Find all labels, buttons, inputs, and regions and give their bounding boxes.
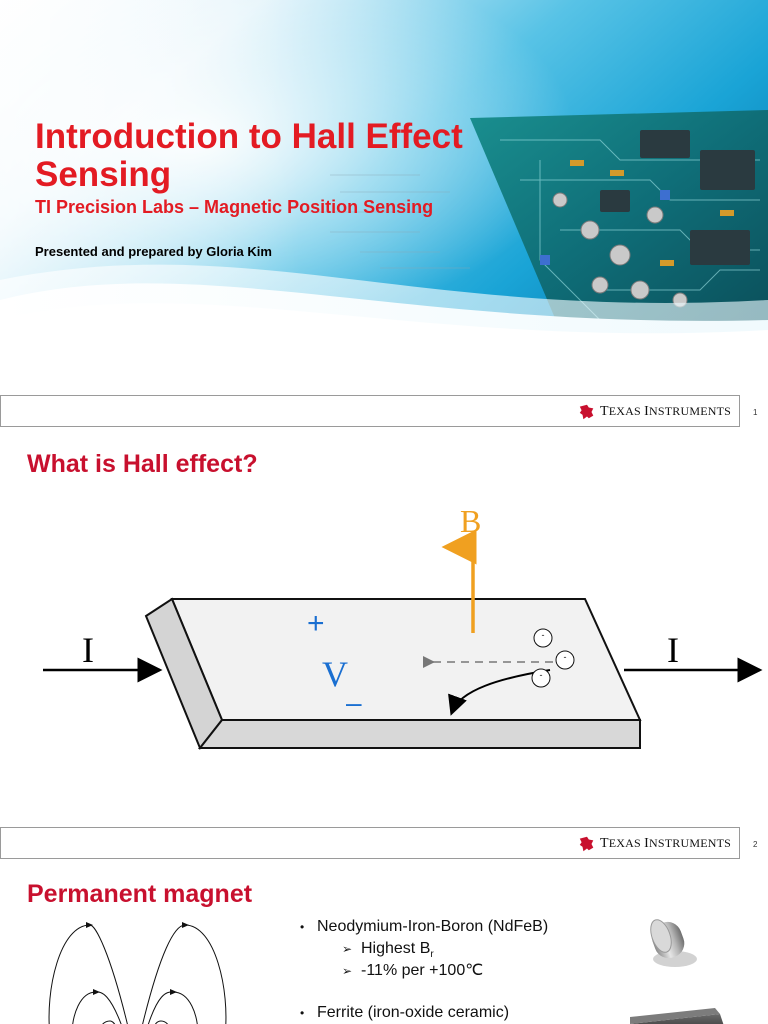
arrow-bullet-icon: ➢	[342, 942, 353, 956]
list-item	[300, 1002, 548, 1024]
arrow-bullet-icon: ➢	[342, 964, 353, 978]
page-number: 2	[753, 840, 758, 849]
ti-state-icon	[578, 835, 596, 853]
ndfeb-disc-magnet-image	[647, 917, 697, 967]
plus-label: +	[307, 607, 325, 640]
list-item-label: Ferrite (iron-oxide ceramic)	[317, 1004, 510, 1021]
magnet-photos	[625, 914, 725, 1024]
footer-bar	[0, 395, 740, 427]
permanent-magnet-slide	[0, 862, 768, 1024]
ferrite-block-magnet-image	[630, 1008, 725, 1024]
minus-label: –	[346, 687, 362, 718]
sub-list-item	[300, 938, 548, 960]
list-item	[300, 916, 548, 938]
ti-logo	[578, 402, 731, 422]
electron-label: -	[541, 630, 545, 640]
sub-list-item	[300, 960, 548, 982]
sub-item-subscript: r	[430, 949, 434, 961]
electron-label: -	[563, 652, 567, 662]
electron-label: -	[539, 670, 543, 680]
ti-wordmark: TEXAS INSTRUMENTS	[600, 404, 731, 419]
slide-title: What is Hall effect?	[27, 450, 258, 478]
current-in-label: I	[82, 630, 94, 670]
title-slide	[0, 0, 768, 395]
bullet-glyph: •	[300, 1006, 305, 1020]
sub-item-text: -11% per +100℃	[361, 962, 484, 979]
sub-item-text: Highest B	[361, 940, 431, 957]
field-label: B	[460, 503, 482, 539]
footer-bar	[0, 827, 740, 859]
ti-wordmark: TEXAS INSTRUMENTS	[600, 836, 731, 851]
magnet-types-list	[300, 916, 548, 1024]
list-item-label: Neodymium-Iron-Boron (NdFeB)	[317, 918, 549, 935]
voltage-label: V	[322, 654, 348, 694]
presenter-line: Presented and prepared by Gloria Kim	[35, 244, 272, 259]
slide-subtitle: TI Precision Labs – Magnetic Position Sensing	[35, 197, 434, 217]
page-number: 1	[753, 408, 758, 417]
slab-front-face	[200, 720, 640, 748]
bullet-glyph: •	[300, 920, 305, 934]
hall-effect-diagram	[0, 490, 768, 810]
slide-title: Permanent magnet	[27, 880, 253, 908]
ti-state-icon	[578, 403, 596, 421]
magnetic-field-lines-diagram	[40, 920, 230, 1024]
hall-effect-slide	[0, 430, 768, 825]
slide-title: Introduction to Hall Effect Sensing	[35, 117, 463, 194]
ti-logo	[578, 834, 731, 854]
current-out-label: I	[667, 630, 679, 670]
